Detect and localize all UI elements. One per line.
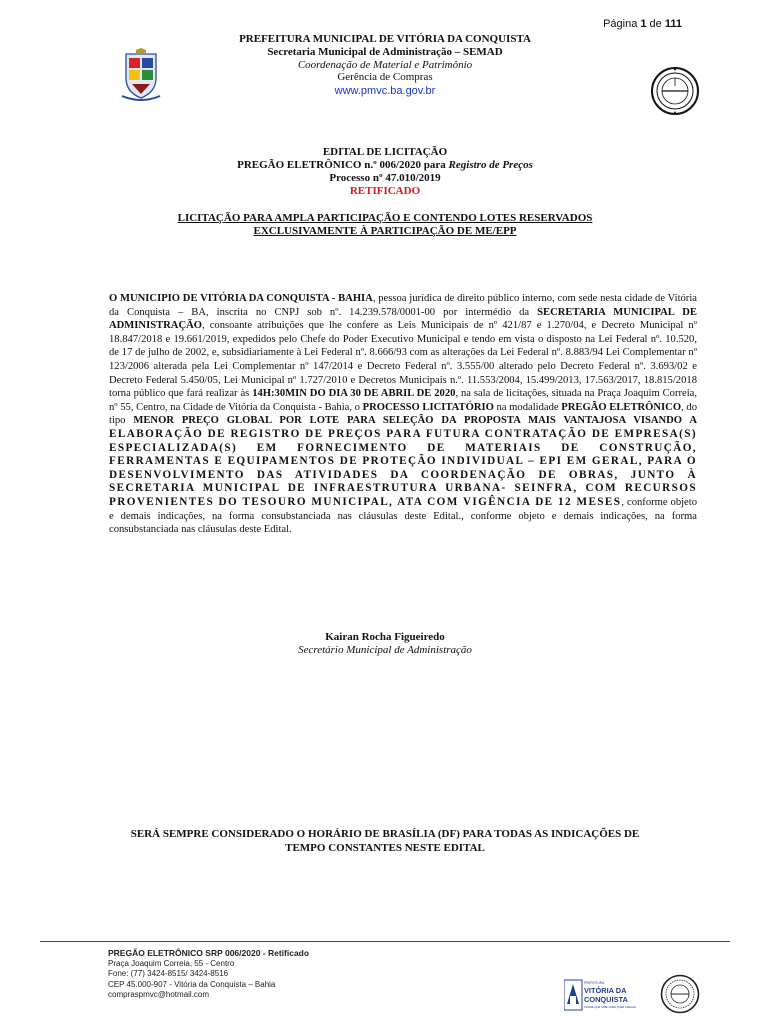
timezone-notice: SERÁ SEMPRE CONSIDERADO O HORÁRIO DE BRASÍLIA (DF) PARA TODAS AS INDICAÇÕES DE TEMPO CONSTANTES NESTE EDITAL (130, 828, 640, 854)
logo-prefix: PREFEITURA (584, 981, 605, 985)
official-seal-icon (650, 66, 700, 116)
logo-tagline: CIDADE QUE SABE ONDE QUER CHEGAR (584, 1006, 636, 1009)
coordination-name: Coordenação de Material e Patrimônio (297, 58, 473, 71)
subtitle-line-1: LICITAÇÃO PARA AMPLA PARTICIPAÇÃO E CONTENDO LOTES RESERVADOS (177, 212, 593, 224)
website-link[interactable]: www.pmvc.ba.gov.br (334, 85, 436, 98)
footer-divider (40, 941, 730, 942)
page-footer (108, 948, 309, 1001)
footer-seal-icon (660, 974, 700, 1014)
footer-phone: Fone: (77) 3424-8515/ 3424-8516 (108, 969, 229, 979)
org-name: PREFEITURA MUNICIPAL DE VITÓRIA DA CONQUISTA (239, 33, 531, 45)
logo-line-1: VITÓRIA DA (584, 986, 627, 995)
body-paragraph: O MUNICIPIO DE VITÓRIA DA CONQUISTA - BAHIA, pessoa jurídica de direito público interno, com sede nesta cidade de Vitória da Conquista – BA, inscrita no CNPJ sob nº. 14.239.578/0001-00 por intermédio da SECRETARIA MUNICIPAL DE ADMINISTRAÇÃO, consoante atribuições que lhe confere as Leis Municipais de nº 421/87 e 1.270/04, e Decreto Municipal nº 18.847/2018 e 19.661/2019, expedidos pelo Chefe do Poder Executivo Municipal e tendo em vista o disposto na Lei Federal nº. 10.520, de 17 de julho de 2002, e, subsidiariamente à Lei Federal nº. 8.666/93 com as alterações da Lei Federal nº. 8.883/94 Lei Complementar nº 123/2006 alterada pela Lei Complementar nº 147/2014 e Decreto Federal nº. 3.555/00 alterado pelo Decreto Federal nº. 3.693/02 e Decreto Federal 5.450/05, Lei Municipal nº 1.727/2010 e Decretos Municipais n.º. 11.553/2004, 15.499/2013, 17.563/2017, 18.815/2018 torna público que fará realizar às 14H:30MIN DO DIA 30 DE ABRIL DE 2020, na sala de licitações, situada na Praça Joaquim Correia, nº 55, Centro, na Cidade de Vitória da Conquista - Bahia, o PROCESSO LICITATÓRIO na modalidade PREGÃO ELETRÔNICO, do tipo MENOR PREÇO GLOBAL POR LOTE PARA SELEÇÃO DA PROPOSTA MAIS VANTAJOSA VISANDO A ELABORAÇÃO DE REGISTRO DE PREÇOS PARA FUTURA CONTRATAÇÃO DE EMPRESA(S) ESPECIALIZADA(S) EM FORNECIMENTO DE MATERIAIS DE CONSTRUÇÃO, FERRAMENTAS E EQUIPAMENTOS DE PROTEÇÃO INDIVIDUAL – EPI EM GERAL, PARA O DESENVOLVIMENTO DAS ATIVIDADES DA COORDENAÇÃO DE OBRAS, JUNTO À SECRETARIA MUNICIPAL DE INFRAESTRUTURA URBANA- SEINFRA, COM RECURSOS PROVENIENTES DO TESOURO MUNICIPAL, ATA COM VIGÊNCIA DE 12 MESES, conforme objeto e demais indicações, na forma consubstanciada nas cláusulas deste Edital., conforme objeto e demais indicações, na forma consubstanciada nas cláusulas deste Edital. (109, 293, 698, 536)
footer-email[interactable]: compraspmvc@hotmail.com (108, 990, 210, 1000)
signatory-role: Secretário Municipal de Administração (298, 644, 472, 656)
footer-cep: CEP 45.000-907 - Vitória da Conquista – Bahia (108, 979, 276, 989)
title-line-2: PREGÃO ELETRÔNICO n.º 006/2020 para Registro de Preços (237, 159, 533, 171)
signature-block (0, 631, 770, 657)
page-number: Página 1 de 111 (603, 18, 682, 30)
edital-title (0, 146, 770, 198)
footer-address: Praça Joaquim Correia, 55 - Centro (108, 958, 235, 968)
title-line-1: EDITAL DE LICITAÇÃO (322, 146, 448, 158)
logo-line-2: CONQUISTA (584, 995, 628, 1004)
footer-title: PREGÃO ELETRÔNICO SRP 006/2020 - Retificado (108, 948, 310, 958)
management-name: Gerência de Compras (337, 71, 433, 84)
secretariat-name: Secretaria Municipal de Administração – SEMAD (267, 45, 503, 58)
participation-subtitle (0, 212, 770, 238)
subtitle-line-2: EXCLUSIVAMENTE À PARTICIPAÇÃO DE ME/EPP (253, 225, 517, 237)
process-number: Processo nº 47.010/2019 (329, 172, 441, 184)
vitoria-da-conquista-logo-icon (564, 978, 636, 1012)
signatory-name: Kairan Rocha Figueiredo (325, 631, 445, 643)
status-rectified: RETIFICADO (349, 185, 421, 197)
